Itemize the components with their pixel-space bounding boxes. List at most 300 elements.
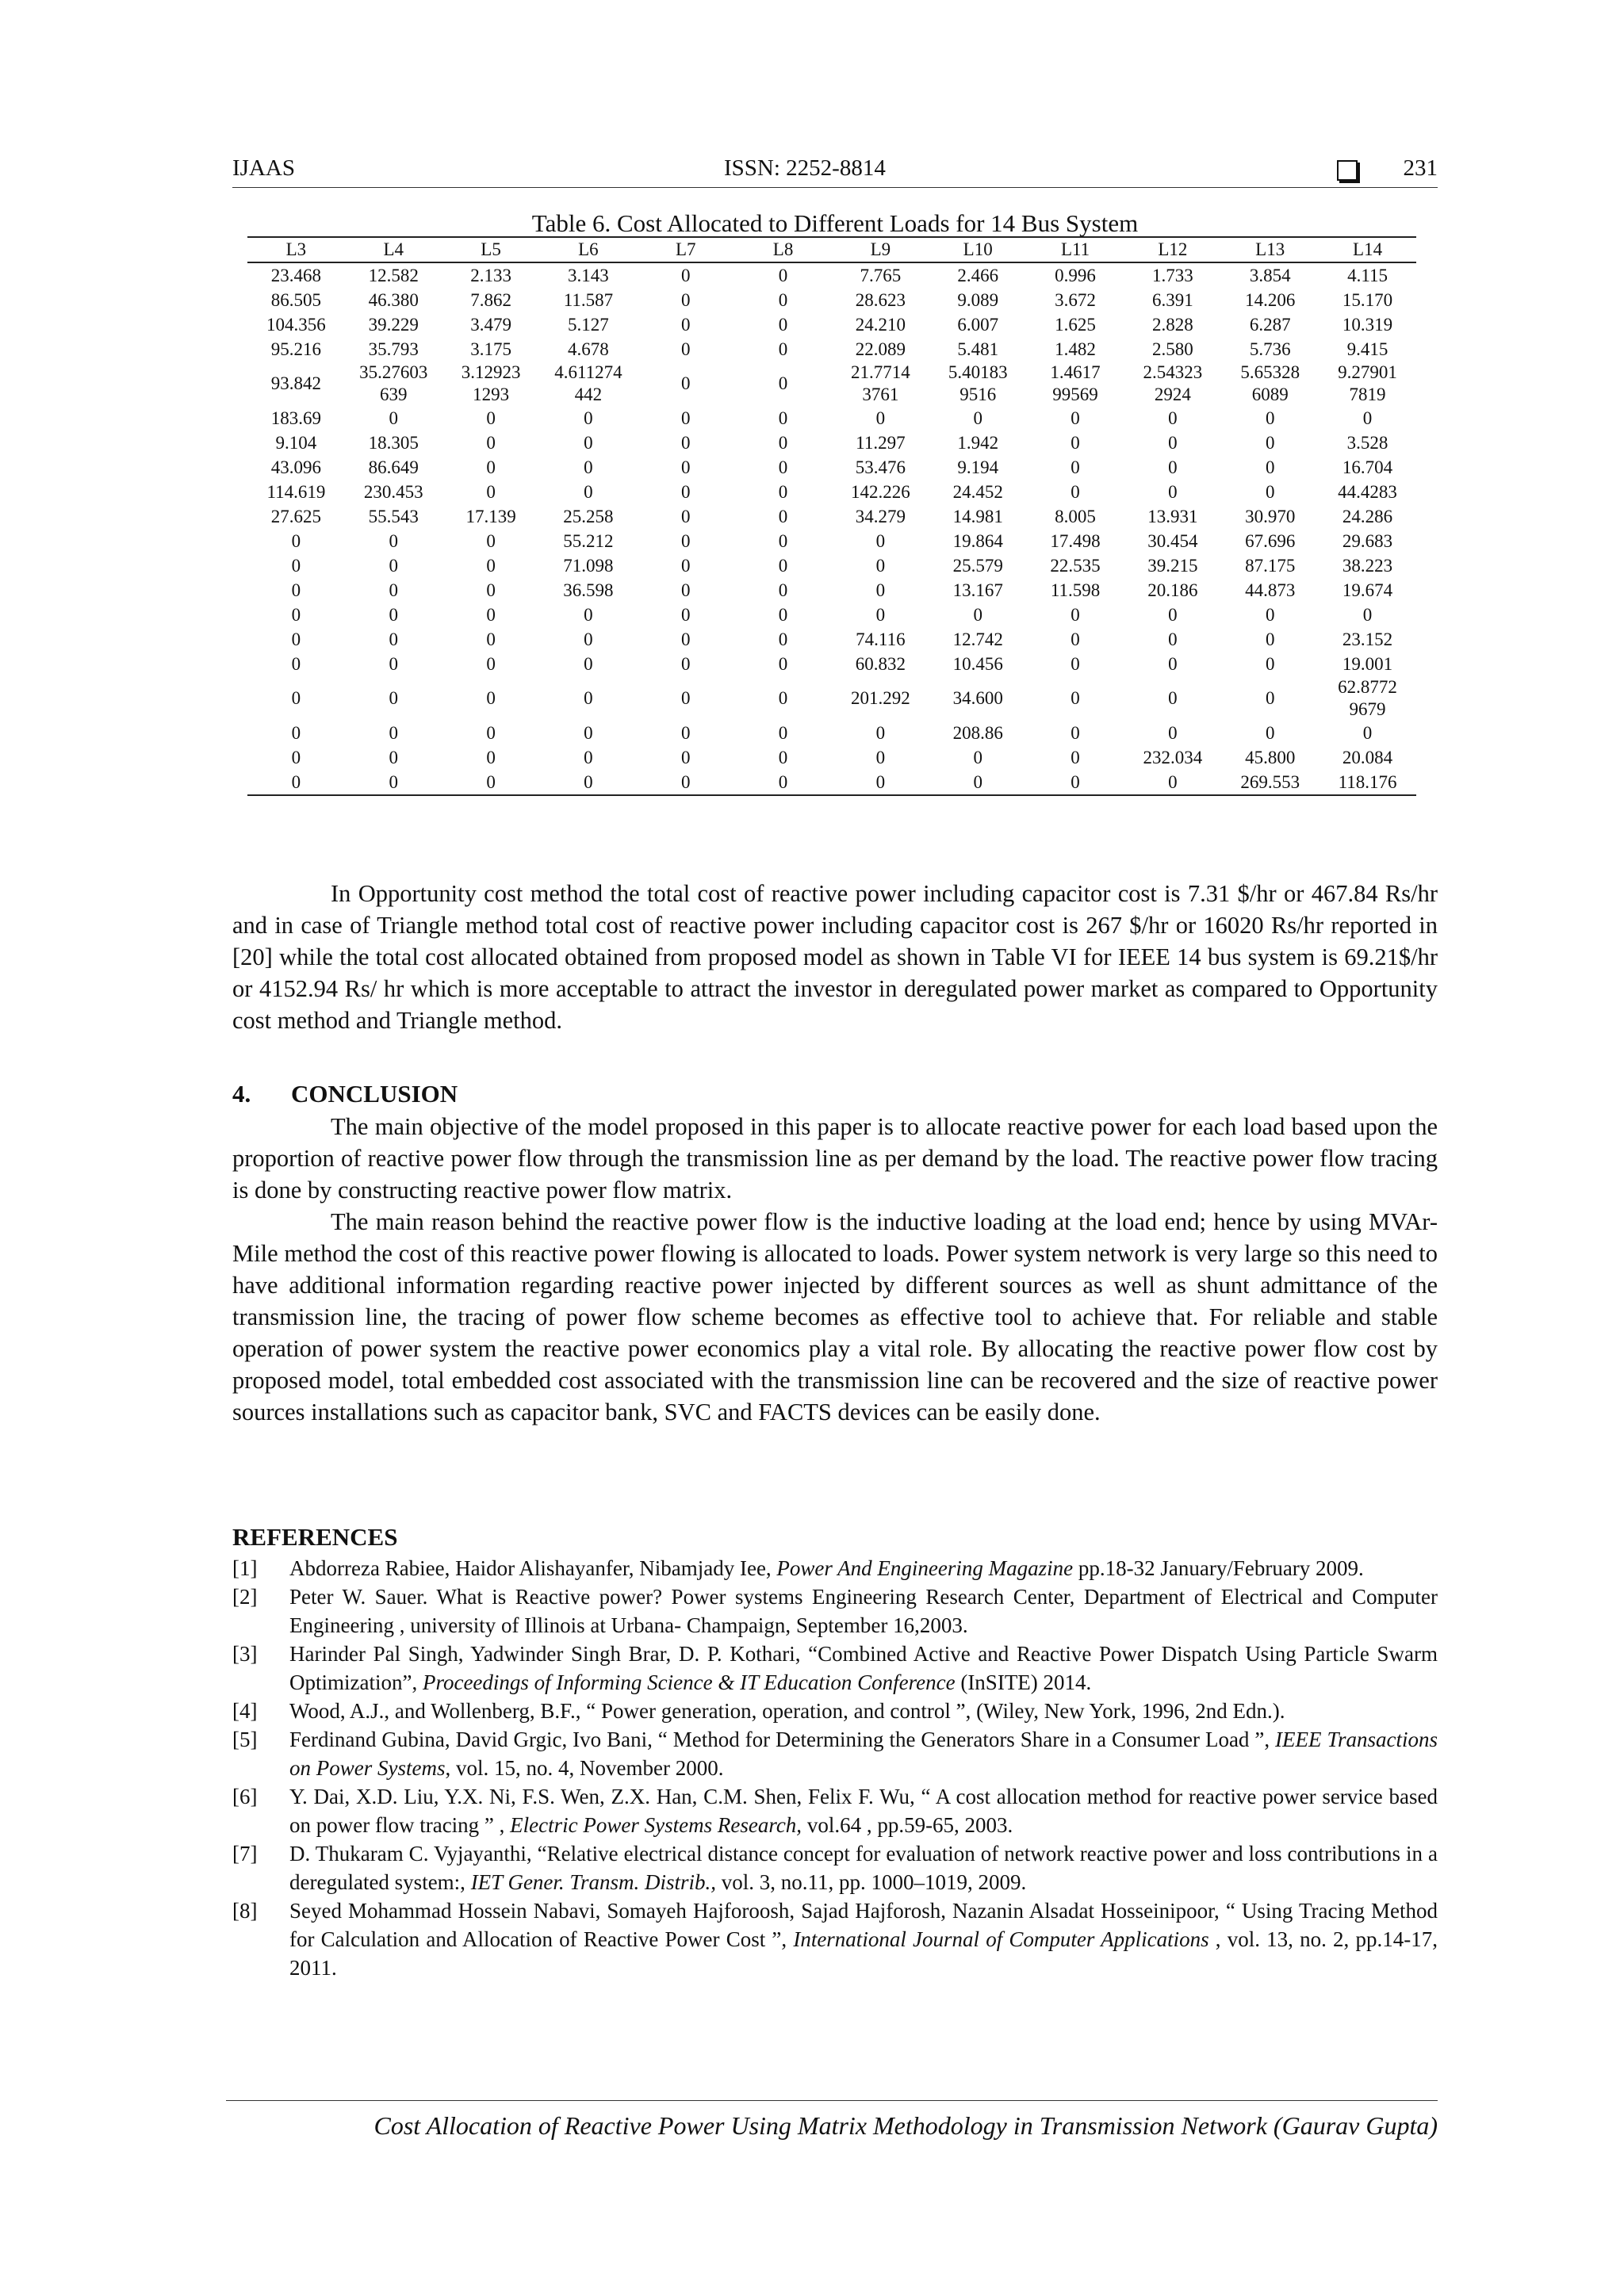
table-cell: 9.089 bbox=[957, 289, 999, 310]
reference-item bbox=[232, 1839, 1438, 1896]
table-caption: Table 6. Cost Allocated to Different Loads for 14 Bus System bbox=[531, 209, 1139, 237]
reference-text-main: Y. Dai, X.D. Liu, Y.X. Ni, F.S. Wen, Z.X. Han, C.M. Shen, Felix F. Wu, “ A cost allocation method for reactive power service based on power flow tracing ” , bbox=[289, 1785, 1438, 1837]
table-cell: 44.873 bbox=[1245, 580, 1296, 600]
table-cell: 23.152 bbox=[1342, 629, 1393, 649]
table-cell: 24.286 bbox=[1342, 506, 1393, 526]
table-row bbox=[247, 288, 1416, 312]
table-cell: 10.456 bbox=[952, 653, 1003, 674]
table-cell: 53.476 bbox=[855, 457, 906, 477]
references-heading: REFERENCES bbox=[232, 1523, 398, 1551]
column-header: L3 bbox=[285, 239, 307, 259]
table-cell: 0 bbox=[778, 629, 788, 649]
table-cell: 0 bbox=[778, 555, 788, 576]
cost-table bbox=[247, 236, 1416, 796]
reference-item bbox=[232, 1554, 1438, 1582]
table-cell: 2.133 bbox=[470, 265, 511, 285]
table-row bbox=[247, 312, 1416, 337]
reference-source-italic: IET Gener. Transm. Distrib., bbox=[470, 1870, 716, 1894]
table-cell: 0 bbox=[486, 457, 496, 477]
table-cell: 29.683 bbox=[1342, 530, 1393, 551]
table-cell: 0 bbox=[1071, 408, 1080, 428]
table-cell: 8.005 bbox=[1055, 506, 1096, 526]
table-cell: 0 bbox=[1071, 722, 1080, 743]
table-cell: 0 bbox=[778, 457, 788, 477]
reference-index: [7] bbox=[232, 1842, 258, 1866]
table-row bbox=[247, 504, 1416, 529]
table-cell: 232.034 bbox=[1143, 747, 1203, 767]
table-cell: 0 bbox=[584, 408, 593, 428]
table-cell: 1.625 bbox=[1055, 314, 1096, 335]
table-cell: 0 bbox=[680, 265, 691, 285]
table-cell: 0 bbox=[875, 580, 886, 600]
table-cell: 38.223 bbox=[1342, 555, 1393, 576]
table-cell: 9.104 bbox=[275, 432, 317, 453]
table-cell: 0 bbox=[1265, 432, 1275, 453]
table-cell: 114.619 bbox=[266, 481, 326, 502]
table-cell: 0 bbox=[1362, 408, 1373, 428]
reference-index: [8] bbox=[232, 1899, 258, 1923]
table-cell: 0 bbox=[778, 580, 788, 600]
table-cell: 45.800 bbox=[1245, 747, 1296, 767]
table-cell: 25.258 bbox=[563, 506, 614, 526]
table-cell: 0 bbox=[1265, 457, 1275, 477]
table-cell: 0 bbox=[973, 604, 982, 625]
table-cell: 0 bbox=[1071, 457, 1080, 477]
table-cell: 55.212 bbox=[563, 530, 614, 551]
table-cell: 0 bbox=[1265, 722, 1275, 743]
table-cell: 0 bbox=[486, 688, 496, 708]
table-cell: 30.970 bbox=[1245, 506, 1296, 526]
table-cell: 19.674 bbox=[1342, 580, 1393, 600]
table-cell: 24.452 bbox=[952, 481, 1003, 502]
table-cell: 0 bbox=[291, 629, 301, 649]
table-row bbox=[247, 406, 1416, 430]
table-cell: 0 bbox=[1168, 688, 1178, 708]
table-cell: 7.862 bbox=[470, 289, 511, 310]
table-cell: 3.528 bbox=[1346, 432, 1388, 453]
table-cell: 0 bbox=[389, 653, 398, 674]
reference-item bbox=[232, 1896, 1438, 1982]
reference-text bbox=[289, 1640, 1438, 1697]
table-cell: 0 bbox=[1071, 747, 1080, 767]
column-header: L8 bbox=[772, 239, 794, 259]
reference-index: [4] bbox=[232, 1699, 258, 1723]
table-cell: 60.832 bbox=[855, 653, 906, 674]
table-cell: 0 bbox=[1071, 629, 1080, 649]
column-header: L5 bbox=[481, 239, 501, 259]
table-row bbox=[247, 362, 1416, 406]
table-cell: 30.454 bbox=[1147, 530, 1198, 551]
reference-text bbox=[289, 1896, 1438, 1982]
reference-item bbox=[232, 1697, 1438, 1725]
table-cell: 36.598 bbox=[563, 580, 614, 600]
table-cell: 5.736 bbox=[1249, 339, 1291, 359]
table-cell: 19.001 bbox=[1342, 653, 1393, 674]
table-cell: 0 bbox=[875, 747, 886, 767]
table-cell: 0 bbox=[778, 722, 788, 743]
table-cell: 28.623 bbox=[855, 289, 906, 310]
table-cell: 208.86 bbox=[952, 722, 1003, 743]
table-cell: 0 bbox=[1071, 432, 1080, 453]
reference-source-italic: International Journal of Computer Applications bbox=[793, 1927, 1209, 1951]
table-cell: 6.287 bbox=[1249, 314, 1291, 335]
table-cell: 20.084 bbox=[1342, 747, 1393, 767]
table-cell: 2.54323 2924 bbox=[1143, 362, 1203, 404]
reference-text-main: Harinder Pal Singh, Yadwinder Singh Brar, D. P. Kothari, “Combined Active and Reactive Power Dispatch Using Particle Swarm Optimization”, bbox=[289, 1642, 1438, 1694]
table-cell: 0 bbox=[680, 457, 691, 477]
table-cell: 0.996 bbox=[1055, 265, 1096, 285]
reference-text-main: Ferdinand Gubina, David Grgic, Ivo Bani, “ Method for Determining the Generators Share in a Consumer Load ”, bbox=[289, 1728, 1276, 1751]
table-cell: 0 bbox=[291, 555, 301, 576]
table-cell: 35.27603 639 bbox=[359, 362, 428, 404]
table-cell: 44.4283 bbox=[1338, 481, 1397, 502]
table-row bbox=[247, 578, 1416, 603]
table-cell: 9.415 bbox=[1346, 339, 1388, 359]
table-cell: 0 bbox=[291, 771, 301, 792]
table-row bbox=[247, 652, 1416, 676]
reference-item bbox=[232, 1582, 1438, 1640]
reference-text-main: Abdorreza Rabiee, Haidor Alishayanfer, Nibamjady Iee, bbox=[289, 1556, 777, 1580]
table-cell: 0 bbox=[486, 653, 496, 674]
table-cell: 17.139 bbox=[465, 506, 516, 526]
table-cell: 0 bbox=[291, 747, 301, 767]
column-header: L6 bbox=[578, 239, 599, 259]
table-cell: 0 bbox=[680, 432, 691, 453]
table-cell: 0 bbox=[1265, 481, 1275, 502]
table-cell: 0 bbox=[389, 688, 398, 708]
table-cell: 0 bbox=[486, 555, 496, 576]
running-footer: Cost Allocation of Reactive Power Using Matrix Methodology in Transmission Network (Gaurav Gupta) bbox=[373, 2111, 1438, 2140]
table-cell: 27.625 bbox=[270, 506, 322, 526]
reference-item bbox=[232, 1725, 1438, 1782]
footer-divider bbox=[226, 2100, 1438, 2101]
table-cell: 0 bbox=[778, 653, 788, 674]
table-row bbox=[247, 480, 1416, 504]
table-cell: 0 bbox=[680, 688, 691, 708]
table-cell: 0 bbox=[291, 688, 301, 708]
table-cell: 0 bbox=[1071, 771, 1080, 792]
table-cell: 269.553 bbox=[1240, 771, 1300, 792]
table-cell: 0 bbox=[1071, 481, 1080, 502]
table-cell: 2.466 bbox=[957, 265, 999, 285]
column-header: L12 bbox=[1158, 239, 1188, 259]
table-cell: 46.380 bbox=[368, 289, 419, 310]
checkbox-square-icon bbox=[1337, 160, 1358, 181]
table-cell: 93.842 bbox=[270, 373, 322, 393]
table-cell: 142.226 bbox=[851, 481, 910, 502]
table-cell: 0 bbox=[389, 408, 398, 428]
table-cell: 0 bbox=[680, 408, 691, 428]
table-cell: 0 bbox=[973, 408, 982, 428]
table-cell: 0 bbox=[680, 722, 691, 743]
table-cell: 0 bbox=[778, 339, 788, 359]
table-cell: 16.704 bbox=[1342, 457, 1393, 477]
table-cell: 86.649 bbox=[368, 457, 419, 477]
table-cell: 0 bbox=[291, 604, 301, 625]
table-cell: 6.007 bbox=[957, 314, 999, 335]
section-title-text: CONCLUSION bbox=[291, 1080, 458, 1108]
table-cell: 0 bbox=[486, 408, 496, 428]
table-cell: 10.319 bbox=[1342, 314, 1393, 335]
table-cell: 0 bbox=[973, 747, 982, 767]
table-row bbox=[247, 337, 1416, 362]
reference-source-italic: Proceedings of Informing Science & IT Education Conference bbox=[422, 1670, 956, 1694]
table-cell: 0 bbox=[389, 555, 398, 576]
table-cell: 0 bbox=[584, 481, 593, 502]
reference-item bbox=[232, 1640, 1438, 1697]
reference-text-main: Peter W. Sauer. What is Reactive power? Power systems Engineering Research Center, Department of Electrical and Computer Engineering , university of Illinois at Urbana- Champaign, September 16,2003. bbox=[289, 1585, 1438, 1637]
table-cell: 0 bbox=[584, 771, 593, 792]
table-cell: 0 bbox=[875, 530, 886, 551]
table-cell: 0 bbox=[389, 580, 398, 600]
column-header: L9 bbox=[870, 239, 891, 259]
table-cell: 0 bbox=[584, 432, 593, 453]
table-cell: 3.672 bbox=[1055, 289, 1096, 310]
table-cell: 0 bbox=[486, 580, 496, 600]
table-cell: 4.611274 442 bbox=[554, 362, 622, 404]
table-cell: 0 bbox=[1168, 481, 1178, 502]
reference-text-main: D. Thukaram C. Vyjayanthi, “Relative electrical distance concept for evaluation of network reactive power and loss contributions in a deregulated system:, bbox=[289, 1842, 1438, 1894]
table-cell: 0 bbox=[778, 506, 788, 526]
table-cell: 201.292 bbox=[851, 688, 910, 708]
table-cell: 20.186 bbox=[1147, 580, 1198, 600]
table-cell: 0 bbox=[680, 506, 691, 526]
table-cell: 0 bbox=[486, 747, 496, 767]
table-row bbox=[247, 262, 1416, 288]
table-cell: 11.297 bbox=[856, 432, 906, 453]
reference-index: [3] bbox=[232, 1642, 258, 1666]
table-cell: 0 bbox=[778, 408, 788, 428]
table-cell: 0 bbox=[1168, 771, 1178, 792]
page-number: 231 bbox=[1403, 155, 1438, 181]
reference-text bbox=[289, 1782, 1438, 1839]
table-cell: 87.175 bbox=[1245, 555, 1296, 576]
table-cell: 0 bbox=[584, 747, 593, 767]
table-cell: 2.580 bbox=[1151, 339, 1193, 359]
table-cell: 13.931 bbox=[1147, 506, 1198, 526]
table-cell: 0 bbox=[389, 530, 398, 551]
table-cell: 1.733 bbox=[1151, 265, 1193, 285]
table-cell: 0 bbox=[680, 339, 691, 359]
table-cell: 0 bbox=[680, 481, 691, 502]
table-cell: 15.170 bbox=[1342, 289, 1393, 310]
table-cell: 6.391 bbox=[1151, 289, 1193, 310]
column-header: L4 bbox=[383, 239, 404, 259]
table-row bbox=[247, 745, 1416, 770]
table-cell: 22.535 bbox=[1050, 555, 1101, 576]
table-cell: 118.176 bbox=[1338, 771, 1397, 792]
table-cell: 0 bbox=[486, 481, 496, 502]
table-header-row bbox=[247, 237, 1416, 262]
reference-text bbox=[289, 1697, 1438, 1725]
issn: ISSN: 2252-8814 bbox=[724, 155, 886, 181]
table-cell: 13.167 bbox=[952, 580, 1003, 600]
table-cell: 0 bbox=[778, 604, 788, 625]
table-cell: 0 bbox=[680, 771, 691, 792]
table-cell: 0 bbox=[1265, 629, 1275, 649]
table-cell: 0 bbox=[778, 771, 788, 792]
journal-name: IJAAS bbox=[232, 155, 295, 181]
table-cell: 0 bbox=[778, 314, 788, 335]
table-cell: 0 bbox=[389, 604, 398, 625]
table-cell: 0 bbox=[486, 432, 496, 453]
reference-text-tail: vol.64 , pp.59-65, 2003. bbox=[802, 1813, 1013, 1837]
table-cell: 3.175 bbox=[470, 339, 511, 359]
table-cell: 23.468 bbox=[270, 265, 322, 285]
table-cell: 0 bbox=[584, 653, 593, 674]
table-cell: 9.27901 7819 bbox=[1338, 362, 1397, 404]
table-cell: 39.215 bbox=[1147, 555, 1198, 576]
table-cell: 0 bbox=[291, 653, 301, 674]
table-cell: 0 bbox=[680, 629, 691, 649]
table-cell: 22.089 bbox=[855, 339, 906, 359]
table-cell: 0 bbox=[875, 408, 886, 428]
table-cell: 0 bbox=[486, 530, 496, 551]
reference-index: [6] bbox=[232, 1785, 258, 1808]
table-cell: 0 bbox=[584, 604, 593, 625]
header-divider bbox=[232, 187, 1438, 188]
table-cell: 0 bbox=[486, 629, 496, 649]
table-cell: 62.8772 9679 bbox=[1338, 677, 1397, 719]
table-cell: 3.479 bbox=[470, 314, 511, 335]
reference-source-italic: Power And Engineering Magazine bbox=[776, 1556, 1074, 1580]
table-cell: 0 bbox=[778, 373, 788, 393]
table-cell: 1.482 bbox=[1055, 339, 1096, 359]
reference-index: [2] bbox=[232, 1585, 258, 1609]
table-cell: 0 bbox=[389, 629, 398, 649]
table-cell: 0 bbox=[1168, 653, 1178, 674]
table-cell: 0 bbox=[291, 722, 301, 743]
table-cell: 4.115 bbox=[1347, 265, 1388, 285]
table-cell: 0 bbox=[584, 722, 593, 743]
table-cell: 0 bbox=[1362, 604, 1373, 625]
table-cell: 12.582 bbox=[368, 265, 419, 285]
table-cell: 7.765 bbox=[860, 265, 902, 285]
table-cell: 0 bbox=[1362, 722, 1373, 743]
table-cell: 18.305 bbox=[368, 432, 419, 453]
table-cell: 0 bbox=[680, 530, 691, 551]
table-cell: 0 bbox=[1168, 457, 1178, 477]
table-cell: 3.12923 1293 bbox=[461, 362, 521, 404]
table-cell: 0 bbox=[973, 771, 982, 792]
reference-text-tail: (InSITE) 2014. bbox=[955, 1670, 1092, 1694]
table-row bbox=[247, 603, 1416, 627]
table-cell: 5.481 bbox=[957, 339, 999, 359]
table-cell: 0 bbox=[584, 688, 593, 708]
table-cell: 5.65328 6089 bbox=[1240, 362, 1300, 404]
table-cell: 0 bbox=[1168, 432, 1178, 453]
table-cell: 0 bbox=[291, 580, 301, 600]
table-cell: 0 bbox=[1071, 688, 1080, 708]
table-cell: 0 bbox=[1071, 604, 1080, 625]
table-row bbox=[247, 627, 1416, 652]
table-row bbox=[247, 770, 1416, 795]
table-cell: 0 bbox=[778, 688, 788, 708]
table-cell: 11.598 bbox=[1050, 580, 1101, 600]
table-cell: 0 bbox=[778, 289, 788, 310]
table-cell: 34.600 bbox=[952, 688, 1003, 708]
table-cell: 86.505 bbox=[270, 289, 322, 310]
table-cell: 230.453 bbox=[363, 481, 423, 502]
table-cell: 67.696 bbox=[1245, 530, 1296, 551]
table-cell: 1.942 bbox=[957, 432, 999, 453]
section-number: 4. bbox=[232, 1080, 251, 1108]
reference-source-italic: Electric Power Systems Research, bbox=[510, 1813, 802, 1837]
table-cell: 0 bbox=[584, 629, 593, 649]
table-cell: 0 bbox=[778, 747, 788, 767]
table-cell: 0 bbox=[486, 604, 496, 625]
reference-item bbox=[232, 1782, 1438, 1839]
table-cell: 0 bbox=[389, 771, 398, 792]
table-cell: 0 bbox=[486, 722, 496, 743]
table-cell: 1.4617 99569 bbox=[1050, 362, 1101, 404]
reference-text bbox=[289, 1725, 1438, 1782]
table-cell: 12.742 bbox=[952, 629, 1003, 649]
table-cell: 24.210 bbox=[855, 314, 906, 335]
table-cell: 0 bbox=[875, 604, 886, 625]
reference-text-tail: vol. 3, no.11, pp. 1000–1019, 2009. bbox=[716, 1870, 1027, 1894]
table-cell: 0 bbox=[1168, 722, 1178, 743]
table-cell: 0 bbox=[1168, 408, 1178, 428]
table-cell: 25.579 bbox=[952, 555, 1003, 576]
table-cell: 0 bbox=[680, 580, 691, 600]
reference-text-main: Seyed Mohammad Hossein Nabavi, Somayeh Hajforoosh, Sajad Hajforosh, Nazanin Alsadat Hosseinipoor, “ Using Tracing Method for Calculation and Allocation of Reactive Power Cost ”, bbox=[289, 1899, 1438, 1951]
table-cell: 5.127 bbox=[568, 314, 609, 335]
column-header: L11 bbox=[1060, 239, 1090, 259]
table-cell: 17.498 bbox=[1050, 530, 1101, 551]
table-cell: 0 bbox=[680, 314, 691, 335]
reference-text-tail: pp.18-32 January/February 2009. bbox=[1073, 1556, 1364, 1580]
table-cell: 0 bbox=[875, 555, 886, 576]
table-cell: 14.981 bbox=[952, 506, 1003, 526]
table-row bbox=[247, 529, 1416, 553]
table-cell: 19.864 bbox=[952, 530, 1003, 551]
table-cell: 0 bbox=[680, 373, 691, 393]
table-cell: 0 bbox=[778, 530, 788, 551]
reference-index: [5] bbox=[232, 1728, 258, 1751]
table-cell: 0 bbox=[1168, 629, 1178, 649]
table-cell: 0 bbox=[291, 530, 301, 551]
table-cell: 0 bbox=[680, 653, 691, 674]
table-cell: 9.194 bbox=[957, 457, 999, 477]
column-header: L7 bbox=[675, 239, 696, 259]
table-body bbox=[247, 262, 1416, 795]
column-header: L10 bbox=[963, 239, 993, 259]
reference-text bbox=[289, 1554, 1438, 1582]
table-cell: 0 bbox=[584, 457, 593, 477]
reference-text-tail: , vol. 15, no. 4, November 2000. bbox=[445, 1756, 724, 1780]
table-cell: 0 bbox=[389, 722, 398, 743]
column-header: L13 bbox=[1255, 239, 1285, 259]
table-cell: 71.098 bbox=[563, 555, 614, 576]
table-cell: 0 bbox=[680, 747, 691, 767]
conclusion-paragraph-2: The main reason behind the reactive power flow is the inductive loading at the load end; hence by using MVAr-Mile method the cost of this reactive power flowing is allocated to loads. Power system network is very large so this need to have additional information regarding reactive power injected by different sources as well as shunt admittance of the transmission line, the tracing of power flow scheme becomes as effective tool to achieve that. For reliable and stable operation of power system the reactive power economics play a vital role. By allocating the reactive power flow cost by proposed model, total embedded cost associated with the transmission line can be recovered and the size of reactive power sources installations such as capacitor bank, SVC and FACTS devices can be easily done. bbox=[232, 1208, 1438, 1425]
table-row bbox=[247, 455, 1416, 480]
table-cell: 34.279 bbox=[855, 506, 906, 526]
table-cell: 0 bbox=[1265, 653, 1275, 674]
section-heading-conclusion bbox=[232, 1080, 458, 1108]
table-cell: 0 bbox=[778, 265, 788, 285]
page-header bbox=[232, 155, 1438, 190]
reference-text bbox=[289, 1582, 1438, 1640]
table-cell: 0 bbox=[1265, 408, 1275, 428]
column-header: L14 bbox=[1353, 239, 1383, 259]
table-row bbox=[247, 430, 1416, 455]
table-cell: 0 bbox=[875, 771, 886, 792]
table-row bbox=[247, 676, 1416, 721]
reference-source-italic: IEEE Transactions on Power Systems bbox=[289, 1728, 1438, 1780]
table-cell: 35.793 bbox=[368, 339, 419, 359]
